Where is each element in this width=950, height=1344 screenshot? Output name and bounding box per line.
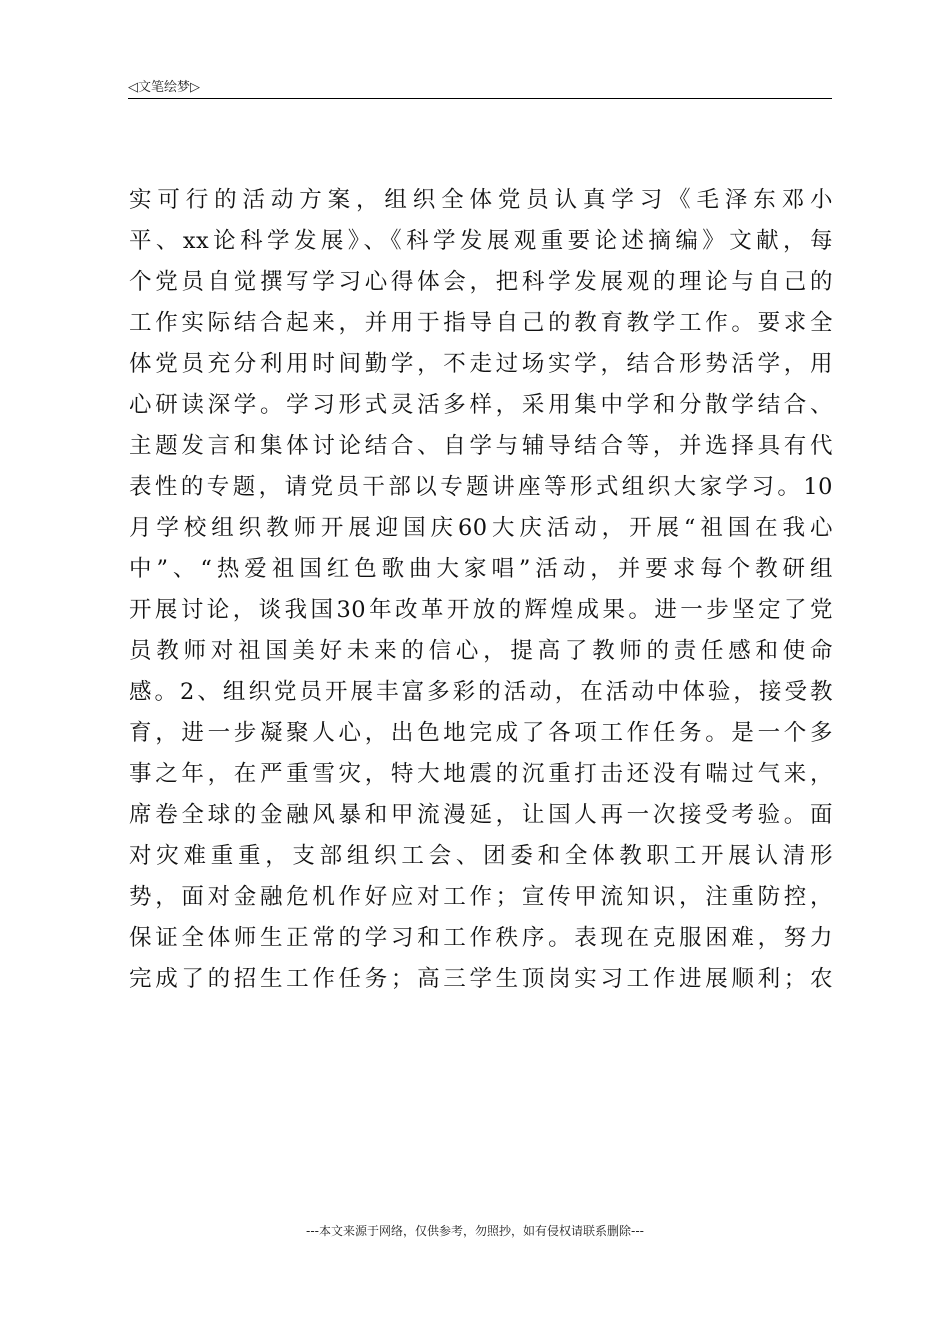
page-footer-disclaimer: ---本文来源于网络，仅供参考，勿照抄，如有侵权请联系删除--- bbox=[306, 1224, 644, 1238]
body-line: 心研读深学。学习形式灵活多样，采用集中学和分散学结合、 bbox=[129, 392, 833, 418]
body-line: 感。2、组织党员开展丰富多彩的活动，在活动中体验，接受教 bbox=[129, 679, 833, 705]
body-line: 体党员充分利用时间勤学，不走过场实学，结合形势活学，用 bbox=[129, 351, 833, 377]
body-line: 势，面对金融危机作好应对工作；宣传甲流知识，注重防控， bbox=[129, 884, 833, 910]
body-line: 事之年，在严重雪灾，特大地震的沉重打击还没有喘过气来， bbox=[129, 761, 833, 787]
body-line: 开展讨论，谈我国30年改革开放的辉煌成果。进一步坚定了党 bbox=[129, 597, 833, 623]
body-line: 月学校组织教师开展迎国庆60大庆活动，开展“祖国在我心 bbox=[129, 515, 833, 541]
body-line: 工作实际结合起来，并用于指导自己的教育教学工作。要求全 bbox=[129, 310, 833, 336]
body-line: 中”、“热爱祖国红色歌曲大家唱”活动，并要求每个教研组 bbox=[129, 556, 833, 582]
body-line: 席卷全球的金融风暴和甲流漫延，让国人再一次接受考验。面 bbox=[129, 802, 833, 828]
body-line: 完成了的招生工作任务；高三学生顶岗实习工作进展顺利；农 bbox=[129, 966, 833, 992]
document-body bbox=[129, 180, 833, 1000]
body-line: 实可行的活动方案，组织全体党员认真学习《毛泽东邓小 bbox=[129, 187, 833, 213]
header-brand-text: ◁文笔绘梦▷ bbox=[128, 80, 200, 95]
body-line: 表性的专题，请党员干部以专题讲座等形式组织大家学习。10 bbox=[129, 474, 833, 500]
body-line: 主题发言和集体讨论结合、自学与辅导结合等，并选择具有代 bbox=[129, 433, 833, 459]
body-line: 对灾难重重，支部组织工会、团委和全体教职工开展认清形 bbox=[129, 843, 833, 869]
body-line: 保证全体师生正常的学习和工作秩序。表现在克服困难，努力 bbox=[129, 925, 833, 951]
body-line: 平、xx论科学发展》、《科学发展观重要论述摘编》文献，每 bbox=[129, 228, 833, 254]
page-header bbox=[128, 74, 832, 99]
body-line: 员教师对祖国美好未来的信心，提高了教师的责任感和使命 bbox=[129, 638, 833, 664]
body-line: 育，进一步凝聚人心，出色地完成了各项工作任务。是一个多 bbox=[129, 720, 833, 746]
body-line: 个党员自觉撰写学习心得体会，把科学发展观的理论与自己的 bbox=[129, 269, 833, 295]
